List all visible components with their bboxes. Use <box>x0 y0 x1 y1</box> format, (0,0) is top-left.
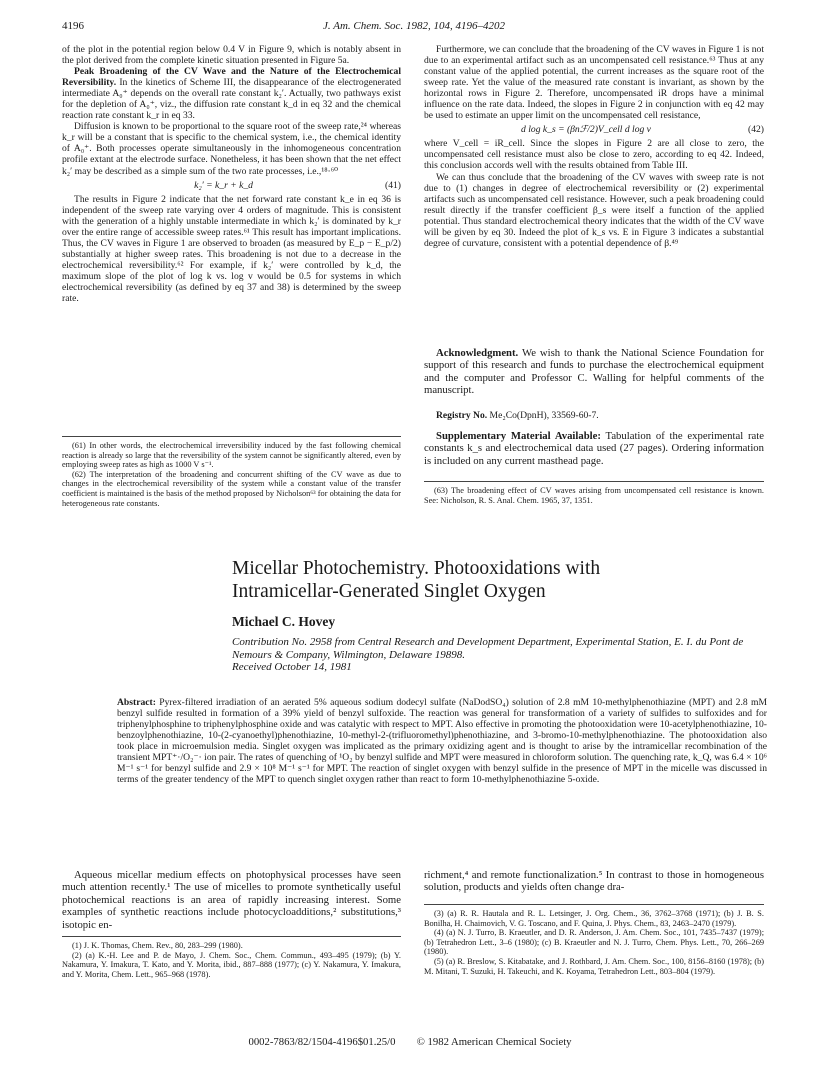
bottom-left-footnotes <box>62 941 401 979</box>
equation-text: k₂′ = k_r + k_d <box>194 179 253 191</box>
acknowledgment <box>424 347 764 397</box>
footnote-5: (5) (a) R. Breslow, S. Kitabatake, and J. Rothbard, J. Am. Chem. Soc., 100, 8156–8160 (1978); (b) M. Mitani, T. Suzuki, H. Takeuchi, and K. Koyama, Tetrahedron Lett., 803–804 (1979). <box>424 956 764 976</box>
affiliation <box>232 636 772 674</box>
abstract-heading: Abstract: <box>117 697 156 708</box>
affiliation-text: Contribution No. 2958 from Central Research and Development Department, Experimental Station, E. I. du Pont de Nemours & Company, Wilmington, Delaware 19898. <box>232 636 744 661</box>
top-left-column <box>62 44 401 304</box>
abstract-text: Pyrex-filtered irradiation of an aerated 5% aqueous sodium dodecyl sulfate (NaDodSO₄) solution of 2.8 mM 10-methylphenothiazine (MPT) and 2.8 mM benzyl sulfide resulted in formation of a 39% yield of benzyl sulfoxide. The reaction was general for transformation of a variety of sulfides to sulfoxides and for triphenylphosphine to triphenylphosphine oxide and was catalytic with respect to MPT. Also effective in promoting the photooxidation were 10-acetylphenothiazine, 10-benzoylphenothiazine, 10-(2-cyanoethyl)phenothiazine, 10-methyl-2-(trifluoromethyl)phenothiazine, and 3-bromo-10-methylphenothiazine. The photooxidation also took place in microemulsion media. Singlet oxygen was implicated as the primary oxidizing agent and is thought to arise by the intramicellar recombination of the transient MPT⁺·/O₂⁻· ion pair. The rates of quenching of ¹O₂ by benzyl sulfide and MPT were measured in chloroform solution. The quenching rate, k_Q, was 6.4 × 10⁶ M⁻¹ s⁻¹ for benzyl sulfide and 2.9 × 10⁸ M⁻¹ s⁻¹ for MPT. The reaction of singlet oxygen with benzyl sulfide in the presence of MPT in the micelle was discussed in terms of the greater tendency of the MPT to quench singlet oxygen rather than react to form 10-methylphenothiazine 5-oxide. <box>117 697 767 786</box>
top-left-footnotes <box>62 441 401 508</box>
top-right-footnotes <box>424 486 764 505</box>
paragraph: Furthermore, we can conclude that the broadening of the CV waves in Figure 1 is not due to an experimental artifact such as an uncompensated cell resistance.⁶³ Thus at any constant value of the applied potential, the current increases as the square root of the sweep rate. Yet the value of the measured rate constant is invariant, as shown by the horizontal rows in Figure 2. Therefore, uncompensated iR drops have a minimal influence on the rate data. Indeed, the slopes in Figure 2 in conjunction with eq 42 may be used to estimate an upper limit on the uncompensated cell resistance, <box>424 44 764 122</box>
bottom-right-footnotes <box>424 909 764 976</box>
footnote-rule <box>62 936 401 937</box>
paragraph: richment,⁴ and remote functionalization.⁵ In contrast to those in homogeneous solution, products and yields often change dra- <box>424 869 764 894</box>
top-right-column <box>424 44 764 249</box>
footnote-63: (63) The broadening effect of CV waves arising from uncompensated cell resistance is known. See: Nicholson, R. S. Anal. Chem. 1965, 37, 1351. <box>424 486 764 505</box>
footnote-61: (61) In other words, the electrochemical irreversibility induced by the fast following chemical reaction is already so large that the reversibility of the system cannot be significantly altered, even by employing sweep rates as high as 1000 V s⁻¹. <box>62 441 401 470</box>
abstract <box>117 697 767 785</box>
supplementary-heading: Supplementary Material Available: <box>436 430 601 442</box>
received-date: Received October 14, 1981 <box>232 661 352 674</box>
page-header <box>62 20 766 36</box>
section-heading: Peak Broadening of the CV Wave and the Nature of the Electrochemical Reversibility. <box>62 66 401 89</box>
equation-text: d log k_s = (βnℱ/2)V_cell d log v <box>521 124 651 136</box>
footnote-62: (62) The interpretation of the broadening and concurrent shifting of the CV wave as due to changes in the electrochemical reversibility of the system while a constant value of the transfer coefficient is maintained is the basis of the method proposed by Nicholson⁶³ for obtaining the data for heterogeneous rate constants. <box>62 469 401 508</box>
page-footer <box>0 1036 820 1048</box>
paragraph-text: In the kinetics of Scheme III, the disappearance of the electrogenerated intermediate A₀⁺ depends on the overall rate constant k₂′. Actually, two pathways exist for the depletion of A₀⁺, viz., the diffusion rate constant k_d in eq 32 and the chemical reaction rate constant k_r in eq 33. <box>62 77 401 122</box>
paragraph: Diffusion is known to be proportional to the square root of the sweep rate,²⁴ whereas k_r will be a constant that is specific to the chemical system, i.e., the chemical identity of A₀⁺. Both processes operate simultaneously in the inhomogeneous concentration profile extant at the electrode surface. Nonetheless, it has been shown that the net effect k₂′ may be described as a simple sum of the two rate processes, i.e.,¹⁸·⁶⁰ <box>62 121 401 177</box>
title-line-2: Intramicellar-Generated Singlet Oxygen <box>232 581 546 602</box>
acknowledgment-text: We wish to thank the National Science Foundation for support of this research and funds to purchase the electrochemical equipment and the computer and Professor C. Walling for helpful comments of the manuscript. <box>424 347 764 397</box>
supplementary-material <box>424 430 764 467</box>
bottom-left-column <box>62 869 401 931</box>
equation-number: (42) <box>748 124 764 136</box>
title-line-1: Micellar Photochemistry. Photooxidations with <box>232 558 601 579</box>
supplementary-text: Tabulation of the experimental rate constants k_s and electrochemical data used (27 pages). Ordering information is included on any current masthead page. <box>424 430 764 467</box>
footnote-rule <box>424 904 764 905</box>
footnote-4: (4) (a) N. J. Turro, B. Kraeutler, and D. R. Anderson, J. Am. Chem. Soc., 101, 7435–7437 (1979); (b) Tetrahedron Lett., 3–6 (1980); (c) B. Kraeutler and N. J. Turro, Chem. Phys. Lett., 70, 266–269 (1980). <box>424 928 764 957</box>
author: Michael C. Hovey <box>232 614 336 629</box>
publication-code: 0002-7863/82/1504-4196$01.25/0 <box>248 1036 396 1048</box>
equation-41 <box>62 177 401 194</box>
bottom-right-column <box>424 869 764 894</box>
copyright-notice: © 1982 American Chemical Society <box>416 1036 572 1048</box>
paragraph: The results in Figure 2 indicate that the net forward rate constant k_e in eq 36 is independent of the sweep rate varying over 4 orders of magnitude. This is consistent with the generation of a highly unstable intermediate in which k₂′ is dominated by k_r over the entire range of accessible sweep rates.⁶¹ This result has important implications. Thus, the CV waves in Figure 1 are observed to broaden (as measured by E_p − E_p/2) substantially at higher sweep rates. This broadening is not due to a decrease in the electrochemical reversibility.⁶² For example, if k₂′ were controlled by k_d, the maximum slope of the plot of log k vs. log v would be 0.5 for systems in which electrochemical reversibility (as defined by eq 37 and 38) is determined by the sweep rate. <box>62 193 401 305</box>
paragraph: Aqueous micellar medium effects on photophysical processes have seen much attention recently.¹ The use of micelles to promote synthetically useful photochemical reactions is an area of rapidly increasing interest. Some examples of synthetic reactions include photocycloadditions,² substitutions,³ isotopic en- <box>62 869 401 931</box>
journal-citation: J. Am. Chem. Soc. 1982, 104, 4196–4202 <box>323 20 505 32</box>
footnote-3: (3) (a) R. R. Hautala and R. L. Letsinger, J. Org. Chem., 36, 3762–3768 (1971); (b) J. B. S. Bonilha, H. Chaimovich, V. G. Toscano, and F. Quina, J. Phys. Chem., 83, 2463–2470 (1979). <box>424 909 764 928</box>
equation-42 <box>424 121 764 138</box>
footnote-2: (2) (a) K.-H. Lee and P. de Mayo, J. Chem. Soc., Chem. Commun., 493–495 (1979); (b) Y. Nakamura, Y. Imakura, T. Kato, and Y. Morita, ibid., 887–888 (1977); (c) Y. Nakamura, Y. Imakura, and Y. Morita, Chem. Lett., 965–968 (1978). <box>62 950 401 979</box>
paragraph <box>62 66 401 121</box>
registry-text: Me₂Co(DpnH), 33569-60-7. <box>487 410 599 421</box>
acknowledgment-heading: Acknowledgment. <box>436 347 519 359</box>
footnote-rule <box>62 436 401 437</box>
footnote-rule <box>424 481 764 482</box>
equation-number: (41) <box>385 179 401 191</box>
registry-heading: Registry No. <box>436 410 488 421</box>
registry-number <box>424 410 764 421</box>
footnote-1: (1) J. K. Thomas, Chem. Rev., 80, 283–299 (1980). <box>72 941 243 950</box>
paragraph: We can thus conclude that the broadening of the CV waves with sweep rate is not due to (1) changes in degree of electrochemical reversibility or (2) experimental artifacts such as uncompensated cell resistance. However, such a peak broadening could result directly if the transfer coefficient β_s were itself a function of the applied potential. Thus standard electrochemical theory indicates that the width of the CV wave will be given by eq 30. Indeed the plot of k_s vs. E in Figure 3 indicates a substantial degree of curvature, consistent with a potential dependence of β.⁴⁹ <box>424 171 764 249</box>
paragraph: of the plot in the potential region below 0.4 V in Figure 9, which is notably absent in the plot derived from the complete kinetic situation presented in Figure 5a. <box>62 44 401 67</box>
article-title <box>232 557 772 603</box>
paragraph: where V_cell = iR_cell. Since the slopes in Figure 2 are all close to zero, the uncompensated cell resistance must also be close to zero, according to eq 42. Indeed, this conclusion accords well with the results obtained from Table III. <box>424 138 764 172</box>
page-number: 4196 <box>62 20 84 32</box>
